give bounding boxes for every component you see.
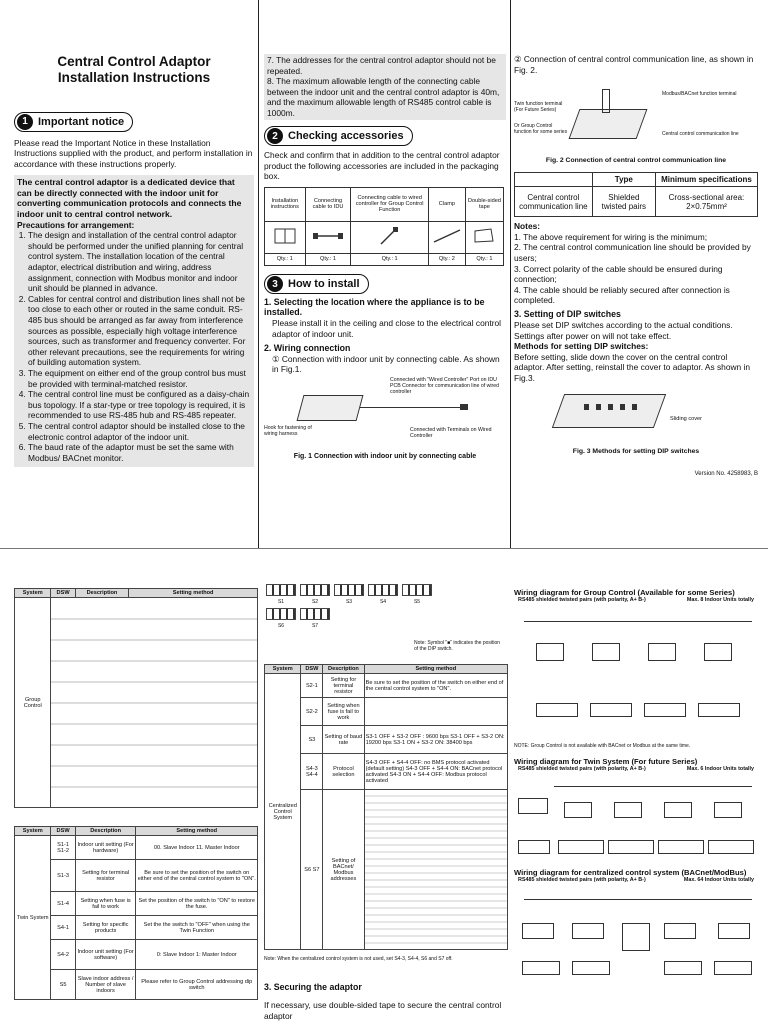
- central-control-dip-table: System DSW Description Setting method Centralized Control System S2-1 Setting for terminal resistor Be sure to set the position of the switch on either end of the central control system to "ON". S2-2 Setting when fuse is fail to work S3 Setting of baud rate S3-1 OFF + S3-2 OFF : 9600 bps S3-1 OFF + S3-2 ON: 19200 bps S3-1 ON + S3-2 ON: 38400 bps S4-3 S4-4 Protocol selection S4-3 OFF + S4-4 OFF: no BMS protocol activated (default setting) S4-3 OFF + S4-4 ON: BACnet protocol activated S4-3 ON + S4-4 OFF: Modbus protocol activated S6 S7 Setting of BACnet/ Modbus addresses Note: When the centralized control system is not used, set S4-3, S4-4, S6 and S7 off. 3. Securing the adaptor If necessary, use double-sided tape to secure the central control adaptor: [264, 664, 508, 1021]
- dip-switch: S2: [299, 583, 331, 605]
- securing-text: If necessary, use double-sided tape to secure the central control adaptor: [264, 1000, 502, 1021]
- note-item: 1. The above requirement for wiring is the minimum;: [514, 231, 708, 242]
- diagram-1-max: Max. 8 Indoor Units totally: [686, 597, 754, 603]
- connector-icon: [460, 404, 468, 410]
- twin-system-dip-table: System DSW Description Setting method Twin System S1-1 S1-2 Indoor unit setting (For hardware) 00. Slave Indoor 11. Master Indoor S1-3 Setting for terminal resistor Be sure to set the position of the switch on either end of the central control system to "ON". S1-4 Setting when fuse is fail to work Set the position of the switch to "ON" to restore the fuse. S4-1 Setting for specific products Set the the switch to "OFF" when using the Twin Function S4-2 Indoor unit setting (For software) 0: Slave Indoor 1: Master Indoor S5 Slave indoor address / Number of slave indoors Please refer to Group Control addressing dip switch: [14, 826, 258, 1000]
- cable-icon: [351, 221, 428, 253]
- cable-icon: [305, 221, 351, 253]
- dip-heading: 3. Setting of DIP switches: [514, 308, 621, 319]
- fold-line: [0, 548, 768, 549]
- list-item: 5. The central control adaptor should be installed close to the electronic control adaptor of the indoor unit.: [28, 421, 251, 442]
- list-item: 4. The central control line must be configured as a daisy-chain bus topology. If a star-type or tree topology is required, it is recommended to use RS-485 hub and RS-485 repeater.: [28, 389, 251, 421]
- precautions-list: [17, 230, 251, 463]
- diagram-2-title: Wiring diagram for Twin System (For future Series): [514, 757, 698, 766]
- wiring-heading: 2. Wiring connection: [264, 342, 351, 353]
- dip-switch: S1: [265, 583, 297, 605]
- adaptor-illustration: [569, 109, 648, 139]
- diagram-1: [514, 603, 758, 743]
- column-1: [14, 54, 254, 467]
- how-to-install-heading: 3 How to install: [264, 274, 506, 295]
- note-item: 4. The cable should be reliably secured after connection is completed.: [514, 284, 730, 306]
- location-text: Please install it in the ceiling and close to the electrical control adaptor of indoor unit.: [272, 318, 502, 339]
- notes-continued: 7. The addresses for the central control adaptor should not be repeated. 8. The maximum allowable length of the connecting cable between the indoor unit and the central control adaptor is 40m, and the maximum allowable length of RS485 control cable is 1000m.: [264, 54, 506, 120]
- column-divider: [258, 0, 259, 548]
- diagram-2-max: Max. 6 Indoor Units totally: [686, 766, 754, 772]
- clamp-icon: [428, 221, 465, 253]
- section-number-badge: 1: [17, 114, 33, 130]
- figure-1-caption: Fig. 1 Connection with indoor unit by connecting cable: [293, 452, 477, 460]
- diagram-3: [514, 883, 758, 979]
- figure-3-caption: Fig. 3 Methods for setting DIP switches: [572, 447, 700, 455]
- column-3: [514, 54, 758, 477]
- precautions-heading: Precautions for arrangement:: [17, 219, 135, 230]
- wiring-item-1: ① Connection with indoor unit by connecting cable. As shown in Fig.1.: [272, 353, 500, 375]
- note-item: 2. The central control communication line should be provided by users;: [514, 242, 751, 263]
- location-heading: 1. Selecting the location where the appliance is to be installed.: [264, 297, 485, 318]
- accessories-table: Installation instructions Connecting cable to IDU Connecting cable to wired controller for Group Control Function Clamp Double-sided tape Qty.: 1 Qty.: 1 Qty.: 1 Qty.: 2 Qty.: 1: [264, 187, 504, 266]
- list-item: 1. The design and installation of the central control adaptor should be performed under the unified planning for central control system. The installation location of the central adaptor, electrical distribution and wiring, address assignment, connection with Modbus monitor and indoor unit should be planned in advance.: [28, 230, 251, 294]
- group-control-rows: [51, 598, 258, 808]
- dip-switch: S4: [367, 583, 399, 605]
- diagram-2: [514, 772, 758, 862]
- securing-heading: 3. Securing the adaptor: [264, 982, 362, 992]
- wiring-diagrams: [514, 588, 758, 979]
- doc-title: Central Control Adaptor Installation Instructions: [57, 54, 211, 85]
- list-item: 6. The baud rate of the adaptor must be set the same with Modbus/ BACnet monitor.: [28, 442, 251, 463]
- important-notice-heading: 1 Important notice: [14, 111, 254, 132]
- terminal-icon: [602, 89, 610, 113]
- dip-switch: S5: [401, 583, 433, 605]
- dip-switch: S6: [265, 607, 297, 629]
- adaptor-definition: The central control adaptor is a dedicated device that can be directly connected with the indoor unit for converting communication protocols and connects the indoor unit to central control network.: [17, 177, 242, 220]
- group-control-dip-table: System DSW Description Setting method Group Control: [14, 588, 258, 808]
- dip-switch: S7: [299, 607, 331, 629]
- manual-icon: [265, 221, 306, 253]
- important-intro: Please read the Important Notice in these Installation Instructions supplied with the product, and perform installation in accordance with these instructions properly.: [14, 137, 253, 169]
- column-2: [264, 54, 506, 460]
- figure-1: Connected with "Wired Controller" Port on IDU PCB Connector for communication line of wired controller Hook for fastening of wiring harness Connected with Terminals on Wired Controller: [264, 376, 499, 439]
- wiring-item-2: ② Connection of central control communication line, as shown in Fig. 2.: [514, 54, 754, 75]
- wiring-spec-table: Type Minimum specifications Central control communication line Shielded twisted pairs Cross-sectional area: 2×0.75mm²: [514, 172, 758, 217]
- figure-2-caption: Fig. 2 Connection of central control communication line: [545, 157, 727, 165]
- dip-switch-figure: [264, 582, 508, 652]
- column-divider: [510, 0, 511, 548]
- cable-line: [360, 407, 460, 408]
- note-item: 3. Correct polarity of the cable should be ensured during connection;: [514, 263, 723, 285]
- section-number-badge: 3: [267, 276, 283, 292]
- dip-text: Please set DIP switches according to the actual conditions. Settings after power on will not take effect.: [514, 319, 733, 341]
- figure-3: Sliding cover: [514, 384, 758, 446]
- section-number-badge: 2: [267, 128, 283, 144]
- diagram-1-note: NOTE: Group Control is not available with BACnet or Modbus at the same time.: [514, 743, 691, 749]
- address-table: [364, 790, 507, 950]
- adaptor-illustration: [552, 394, 666, 428]
- diagram-3-max: Max. 64 Indoor Units totally: [683, 877, 754, 883]
- diagram-3-title: Wiring diagram for centralized control system (BACnet/ModBus): [514, 868, 747, 877]
- methods-text: Before setting, slide down the cover on the central control adaptor. After setting, reinstall the cover to adaptor. As shown in Fig.3.: [514, 351, 751, 383]
- diagram-1-subtitle: RS485 shielded twisted pairs (with polarity, A+ B-): [518, 597, 646, 603]
- diagram-3-subtitle: RS485 shielded twisted pairs (with polarity, A+ B-): [518, 877, 646, 883]
- central-note: Note: When the centralized control system is not used, set S4-3, S4-4, S6 and S7 off.: [264, 956, 453, 962]
- version-number: Version No. 4258983, B: [694, 470, 758, 477]
- dip-switch: S3: [333, 583, 365, 605]
- precautions-box: [14, 175, 254, 467]
- methods-heading: Methods for setting DIP switches:: [514, 341, 649, 352]
- adaptor-illustration: [297, 395, 364, 421]
- diagram-1-title: Wiring diagram for Group Control (Available for some Series): [514, 588, 735, 597]
- list-item: 2. Cables for central control and distribution lines shall not be too close to each other or routed in the same conduit. RS-485 bus should be arranged as far away from interference sources as possible, especially high voltage interference sources, such as transformer and frequency converter. For other relevant precautions, see the requirements for wiring of building automation system.: [28, 294, 251, 368]
- checking-accessories-heading: 2 Checking accessories: [264, 126, 506, 147]
- notes-heading: Notes:: [514, 221, 541, 232]
- accessories-intro: Check and confirm that in addition to the central control adaptor product the following accessories are included in the packaging box.: [264, 150, 500, 182]
- dip-switch-row: [584, 404, 644, 410]
- dip-symbol-note: Note: Symbol "■" indicates the position of the DIP switch.: [414, 640, 501, 652]
- diagram-2-subtitle: RS485 shielded twisted pairs (with polarity, A+ B-): [518, 766, 646, 772]
- figure-2: Twin function terminal (For Future Series) Or Group Control function for some series Modbus/BACnet function terminal Central control communication line: [514, 91, 739, 138]
- tape-icon: [465, 221, 503, 253]
- list-item: 3. The equipment on either end of the group control bus must be provided with terminal-matched resistor.: [28, 368, 251, 389]
